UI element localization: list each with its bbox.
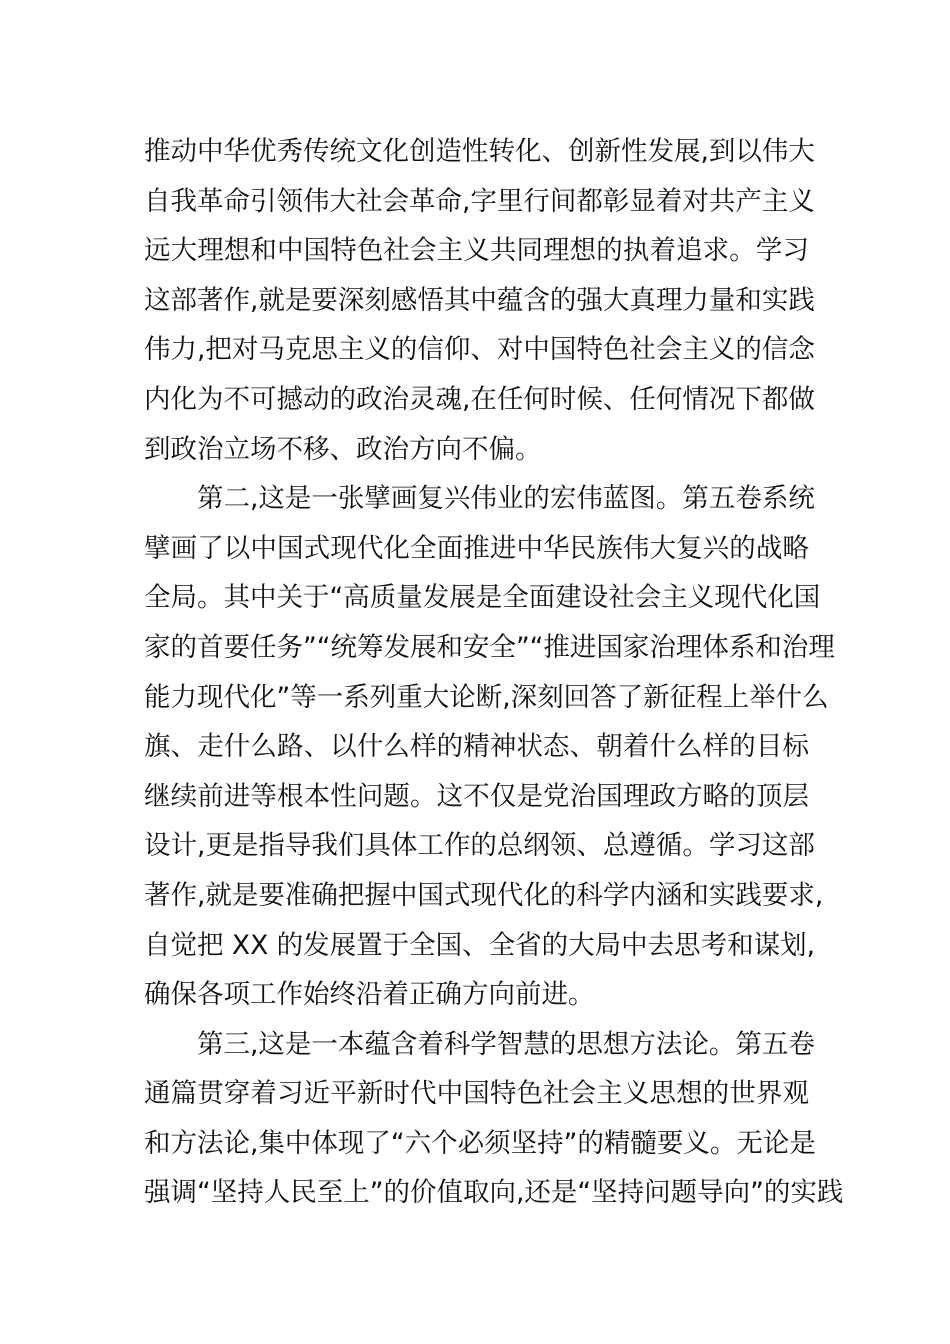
document-body bbox=[144, 127, 844, 1218]
paragraph-1-line-3: 远大理想和中国特色社会主义共同理想的执着追求。学习 bbox=[144, 235, 809, 267]
paragraph-2-line-3: 全局。其中关于“高质量发展是全面建设社会主义现代化国 bbox=[144, 582, 821, 614]
paragraph-2-line-7: 继续前进等根本性问题。这不仅是党治国理政方略的顶层 bbox=[144, 780, 809, 812]
paragraph-2-line-8: 设计,更是指导我们具体工作的总纲领、总遵循。学习这部 bbox=[144, 830, 815, 862]
paragraph-2-line-5: 能力现代化”等一系列重大论断,深刻回答了新征程上举什么 bbox=[144, 681, 829, 713]
paragraph-2-line-10: 自觉把 XX 的发展置于全国、全省的大局中去思考和谋划, bbox=[144, 929, 816, 961]
paragraph-2-line-9: 著作,就是要准确把握中国式现代化的科学内涵和实践要求, bbox=[144, 879, 824, 911]
paragraph-1-line-7: 到政治立场不移、政治方向不偏。 bbox=[144, 433, 542, 465]
paragraph-3-line-3: 和方法论,集中体现了“六个必须坚持”的精髓要义。无论是 bbox=[144, 1127, 816, 1159]
paragraph-1-line-6: 内化为不可撼动的政治灵魂,在任何时候、任何情况下都做 bbox=[144, 383, 815, 415]
paragraph-2-line-4: 家的首要任务”“统筹发展和安全”“推进国家治理体系和治理 bbox=[144, 631, 835, 663]
paragraph-3-line-4: 强调“坚持人民至上”的价值取向,还是“坚持问题导向”的实践 bbox=[144, 1177, 844, 1209]
paragraph-1-line-5: 伟力,把对马克思主义的信仰、对中国特色社会主义的信念 bbox=[144, 334, 815, 366]
paragraph-2-line-2: 擘画了以中国式现代化全面推进中华民族伟大复兴的战略 bbox=[144, 532, 809, 564]
paragraph-1-line-4: 这部著作,就是要深刻感悟其中蕴含的强大真理力量和实践 bbox=[144, 284, 815, 316]
paragraph-2-line-11: 确保各项工作始终沿着正确方向前进。 bbox=[144, 979, 595, 1011]
paragraph-3-line-1: 第三,这是一本蕴含着科学智慧的思想方法论。第五卷 bbox=[197, 1028, 815, 1060]
paragraph-1-line-2: 自我革命引领伟大社会革命,字里行间都彰显着对共产主义 bbox=[144, 185, 815, 217]
paragraph-2-line-6: 旗、走什么路、以什么样的精神状态、朝着什么样的目标 bbox=[144, 731, 809, 763]
paragraph-2-line-1: 第二,这是一张擘画复兴伟业的宏伟蓝图。第五卷系统 bbox=[197, 483, 815, 515]
paragraph-3-line-2: 通篇贯穿着习近平新时代中国特色社会主义思想的世界观 bbox=[144, 1078, 809, 1110]
paragraph-1-line-1: 推动中华优秀传统文化创造性转化、创新性发展,到以伟大 bbox=[144, 136, 815, 167]
